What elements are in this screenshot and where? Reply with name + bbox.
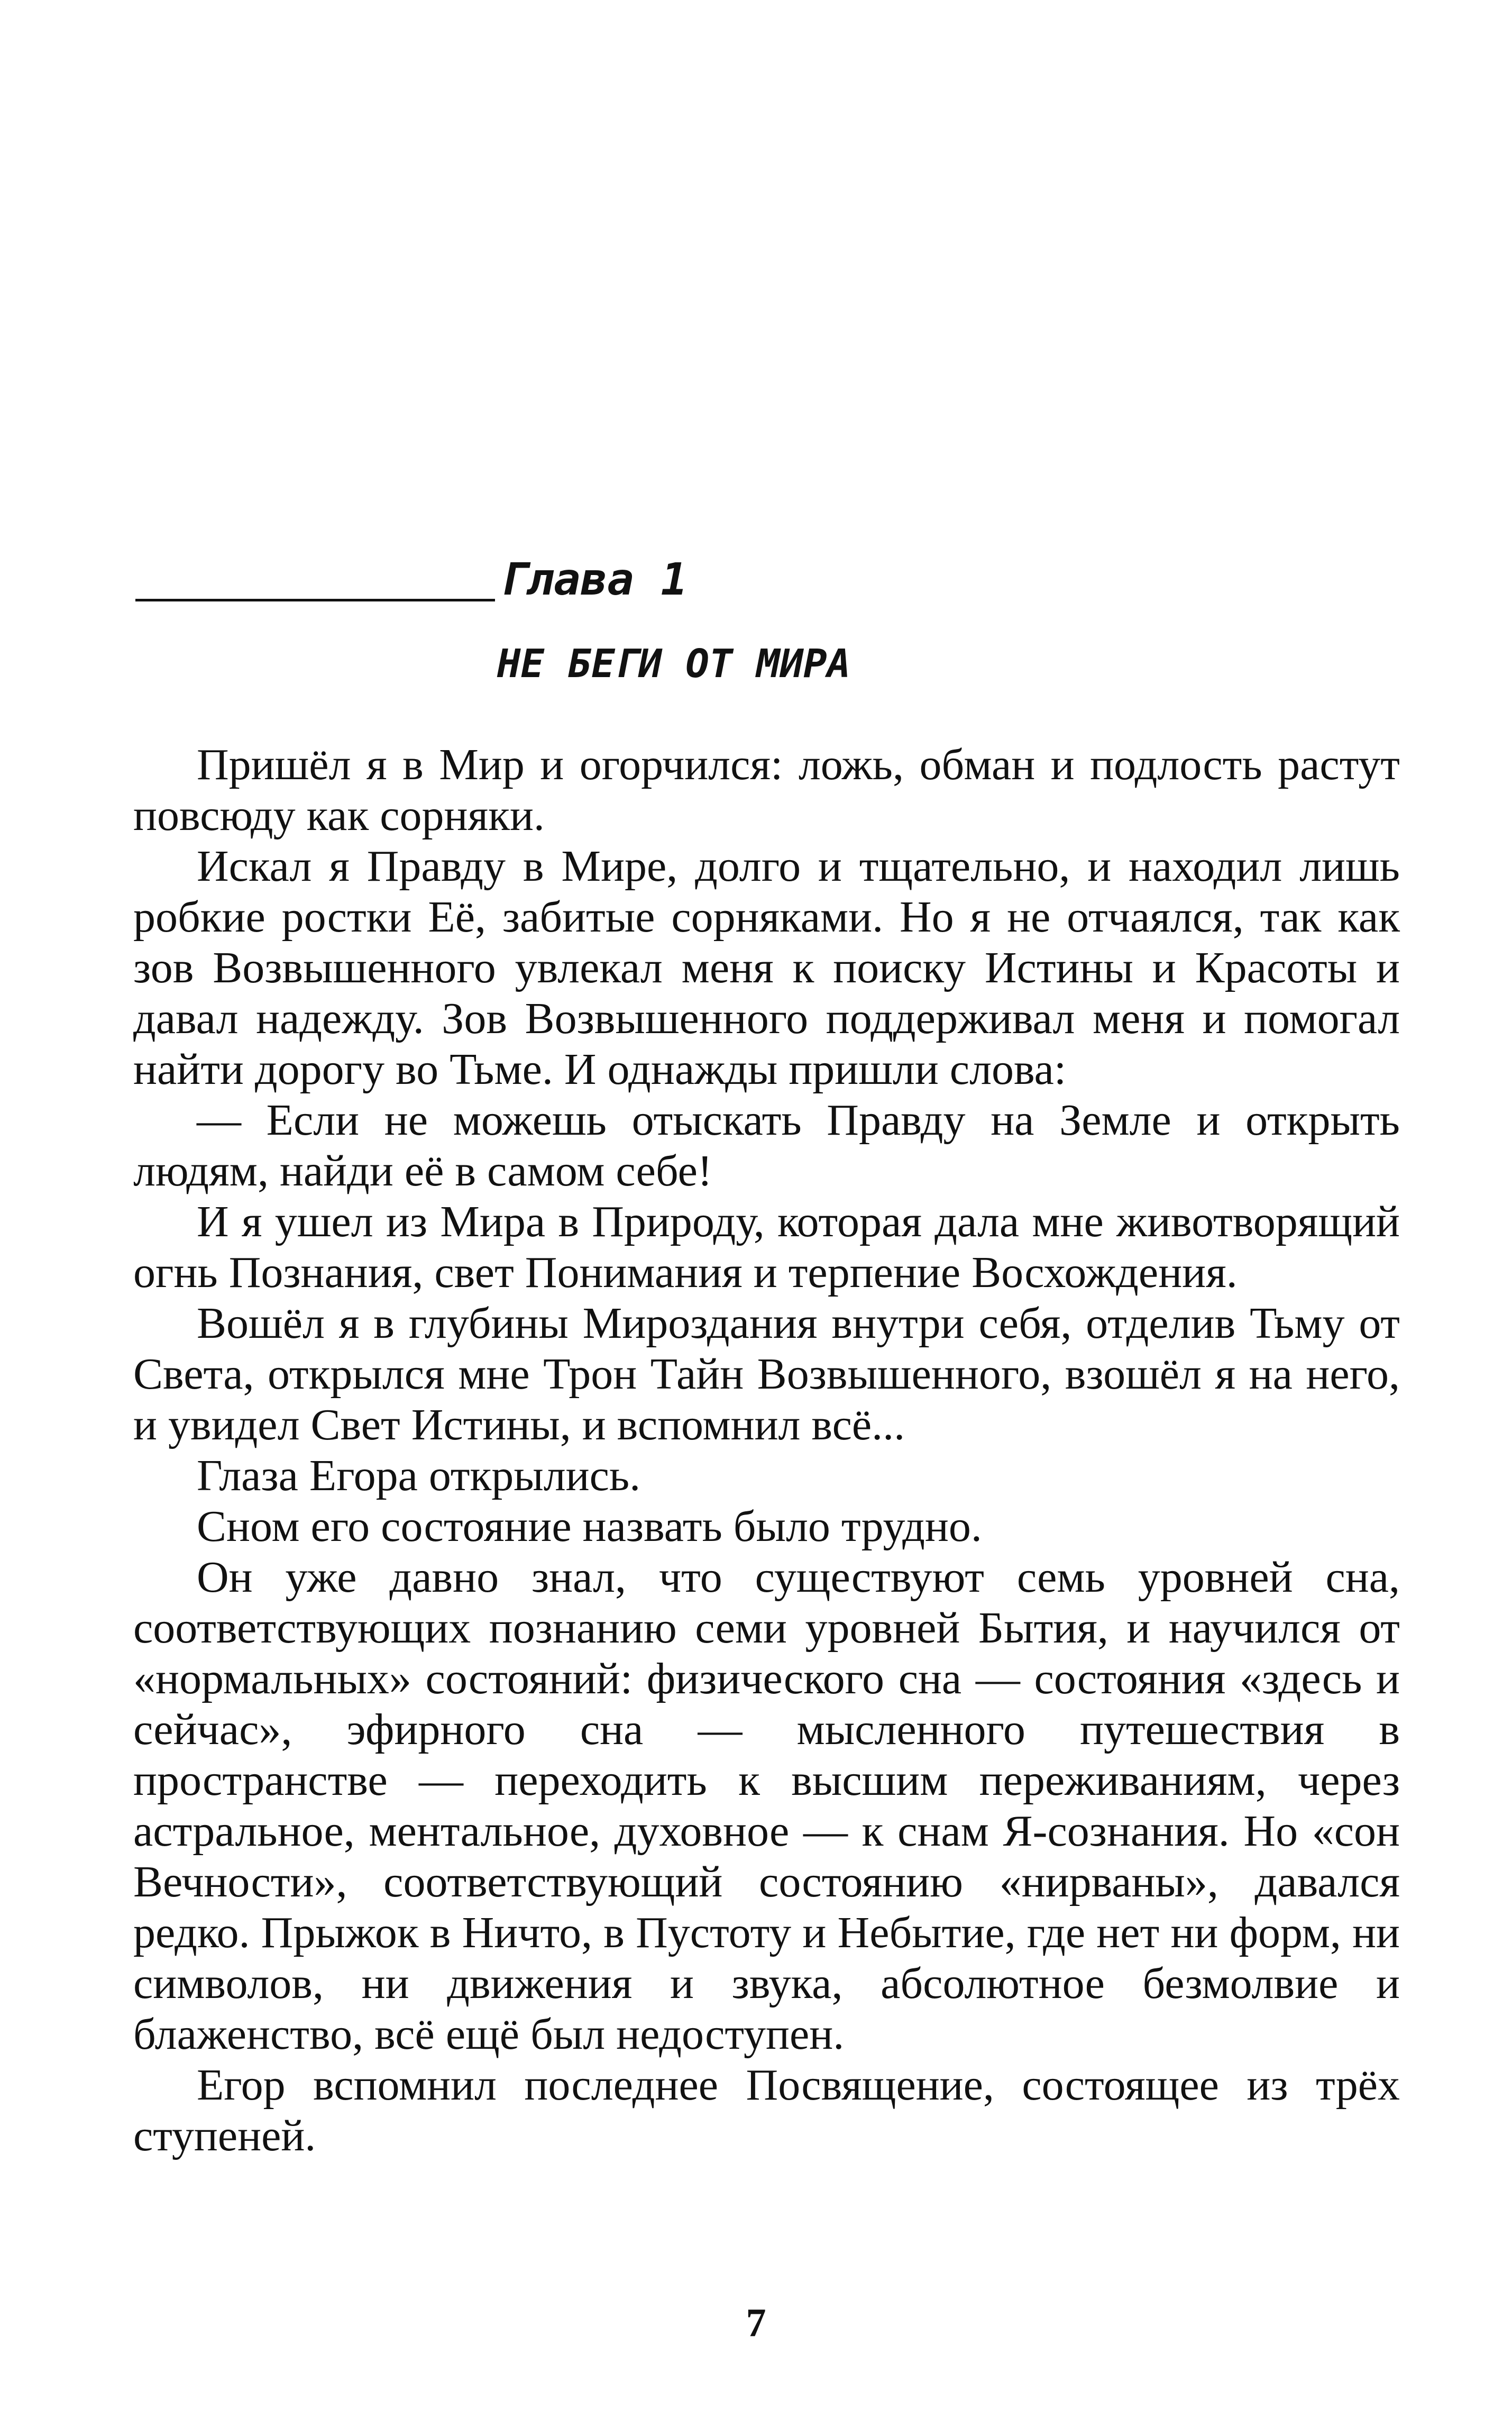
paragraph: Егор вспомнил последнее Посвящение, состоящее из трёх ступеней. [133,2060,1400,2160]
paragraph: Он уже давно знал, что существуют семь уровней сна, соответствующих познанию семи уровней Бытия, и научился от «нормальных» состояний: физического сна — состояния «здесь и сейчас», эфирного сна — мысленного путешествия в пространстве — переходить к высшим переживаниям, через астральное, ментальное, духовное — к снам Я-сознания. Но «сон Вечности», соответствующий состоянию «нирваны», давался редко. Прыжок в Ничто, в Пустоту и Небытие, где нет ни форм, ни символов, ни движения и звука, абсолютное безмолвие и блаженство, всё ещё был недоступен. [133,1553,1400,2059]
paragraph: Вошёл я в глубины Мироздания внутри себя, отделив Тьму от Света, открылся мне Трон Тайн Возвышенного, взошёл я на него, и увидел Свет Истины, и вспомнил всё... [133,1299,1400,1449]
paragraph: — Если не можешь отыскать Правду на Земле и открыть людям, найди её в самом себе! [133,1096,1400,1196]
paragraph: И я ушел из Мира в Природу, которая дала мне животворящий огнь Познания, свет Понимания и терпение Восхождения. [133,1197,1400,1297]
page-number: 7 [746,2301,766,2345]
paragraph: Искал я Правду в Мире, долго и тщательно, и находил лишь робкие ростки Её, забитые сорняками. Но я не отчаялся, так как зов Возвышенного увлекал меня к поиску Истины и Красоты и давал надежду. Зов Возвышенного поддерживал меня и помогал найти дорогу во Тьме. И однажды пришли слова: [133,842,1400,1094]
paragraph: Сном его состояние назвать было трудно. [197,1502,982,1551]
paragraph: Пришёл я в Мир и огорчился: ложь, обман и подлость растут повсюду как сорняки. [133,740,1400,840]
paragraph: Глаза Егора открылись. [197,1451,641,1500]
chapter-body [133,740,1400,2161]
chapter-rule [135,599,495,601]
chapter-label: Глава 1 [500,553,688,605]
chapter-title: НЕ БЕГИ ОТ МИРА [497,641,851,687]
chapter-header [135,550,770,619]
